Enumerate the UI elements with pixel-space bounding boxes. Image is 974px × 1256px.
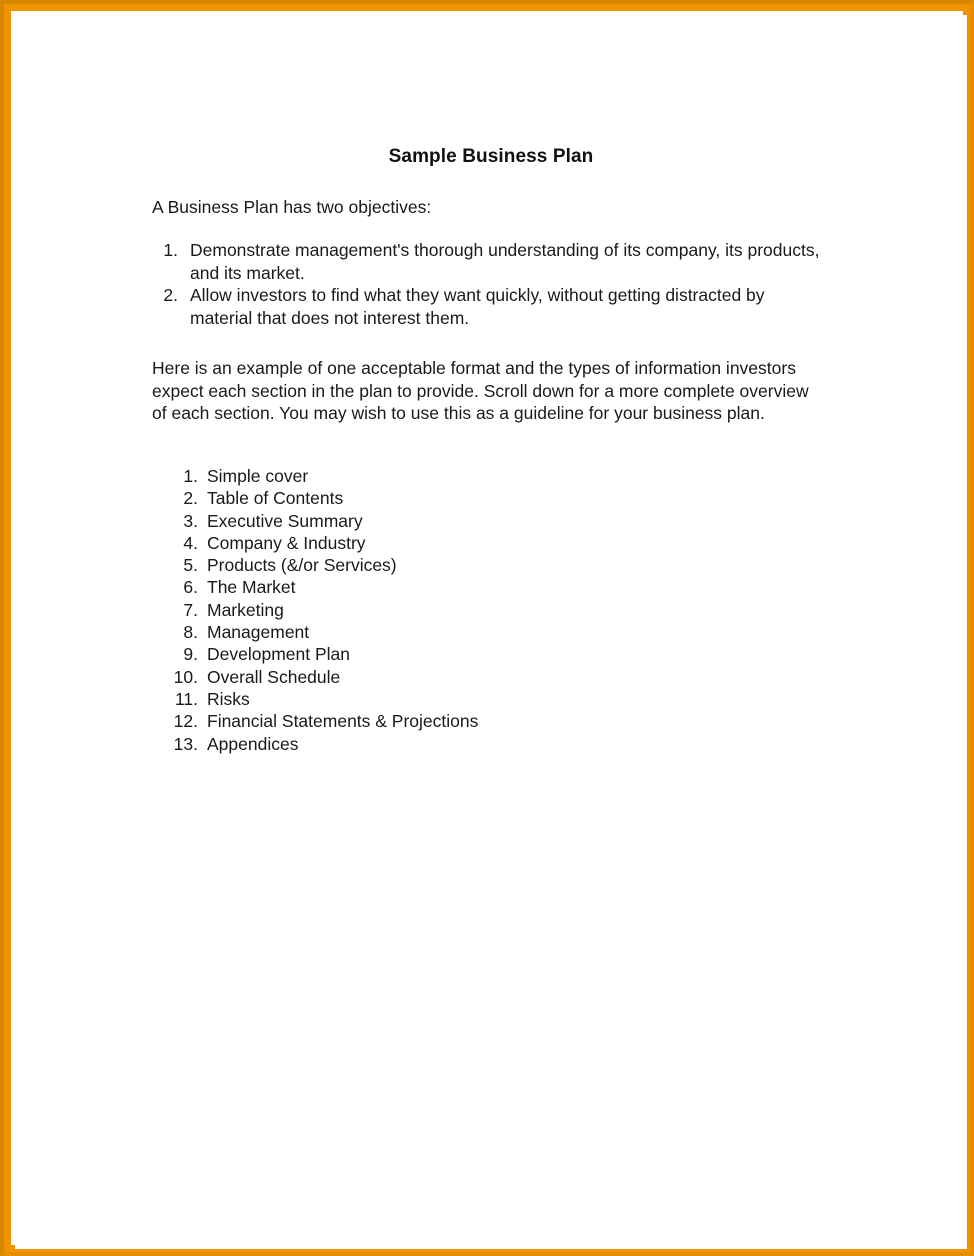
list-item (167, 688, 667, 710)
page-title: Sample Business Plan (388, 146, 594, 167)
document-sheet (15, 15, 967, 1249)
list-item (167, 532, 667, 554)
list-item (167, 554, 667, 576)
overview-paragraph: Here is an example of one acceptable format and the types of information investors expect each section in the plan to provide. Scroll down for a more complete overview of each section. You may wish to use this as a guideline for your business plan. (152, 358, 809, 423)
list-item (167, 643, 667, 665)
list-item-label: Financial Statements & Projections (207, 711, 479, 732)
objectives-list (152, 239, 842, 329)
list-item (167, 621, 667, 643)
list-item-number: 2. (163, 285, 178, 305)
list-item-label: Management (207, 622, 310, 643)
list-item-number: 8. (183, 622, 198, 643)
list-item (167, 710, 667, 732)
list-item-label: Executive Summary (207, 510, 363, 531)
list-item-label: Products (&/or Services) (207, 555, 397, 576)
list-item-number: 4. (183, 532, 198, 553)
list-item (167, 576, 667, 598)
list-item-number: 7. (183, 599, 198, 620)
list-item-number: 10. (173, 666, 198, 687)
list-item (167, 465, 667, 487)
list-item-number: 6. (183, 577, 198, 598)
list-item-label: Table of Contents (207, 488, 344, 509)
list-item (167, 666, 667, 688)
list-item-label: Appendices (207, 733, 299, 754)
list-item-number: 13. (173, 733, 198, 754)
list-item-number: 9. (183, 644, 198, 665)
list-item (167, 487, 667, 509)
list-item (167, 510, 667, 532)
list-item-label: Simple cover (207, 466, 309, 486)
intro-paragraph: A Business Plan has two objectives: (152, 197, 432, 217)
list-item-label: The Market (207, 577, 296, 598)
list-item-label: Marketing (207, 599, 284, 620)
list-item-label: Company & Industry (207, 532, 366, 553)
list-item-number: 11. (174, 688, 198, 709)
list-item (167, 599, 667, 621)
list-item (152, 284, 842, 329)
list-item-label: Development Plan (207, 644, 350, 665)
sections-list (167, 465, 667, 755)
list-item-number: 1. (183, 466, 198, 486)
list-item-label: Overall Schedule (207, 666, 341, 687)
list-item-number: 12. (173, 711, 198, 732)
list-item (167, 733, 667, 755)
list-item-label: Demonstrate management's thorough understanding of its company, its products, and its market. (190, 240, 820, 283)
list-item-label: Allow investors to find what they want quickly, without getting distracted by material that does not interest them. (190, 285, 765, 328)
list-item-number: 5. (183, 555, 198, 576)
list-item-number: 2. (183, 488, 198, 509)
list-item-label: Risks (207, 688, 250, 709)
list-item (152, 239, 842, 284)
list-item-number: 1. (163, 240, 178, 260)
list-item-number: 3. (183, 510, 198, 531)
